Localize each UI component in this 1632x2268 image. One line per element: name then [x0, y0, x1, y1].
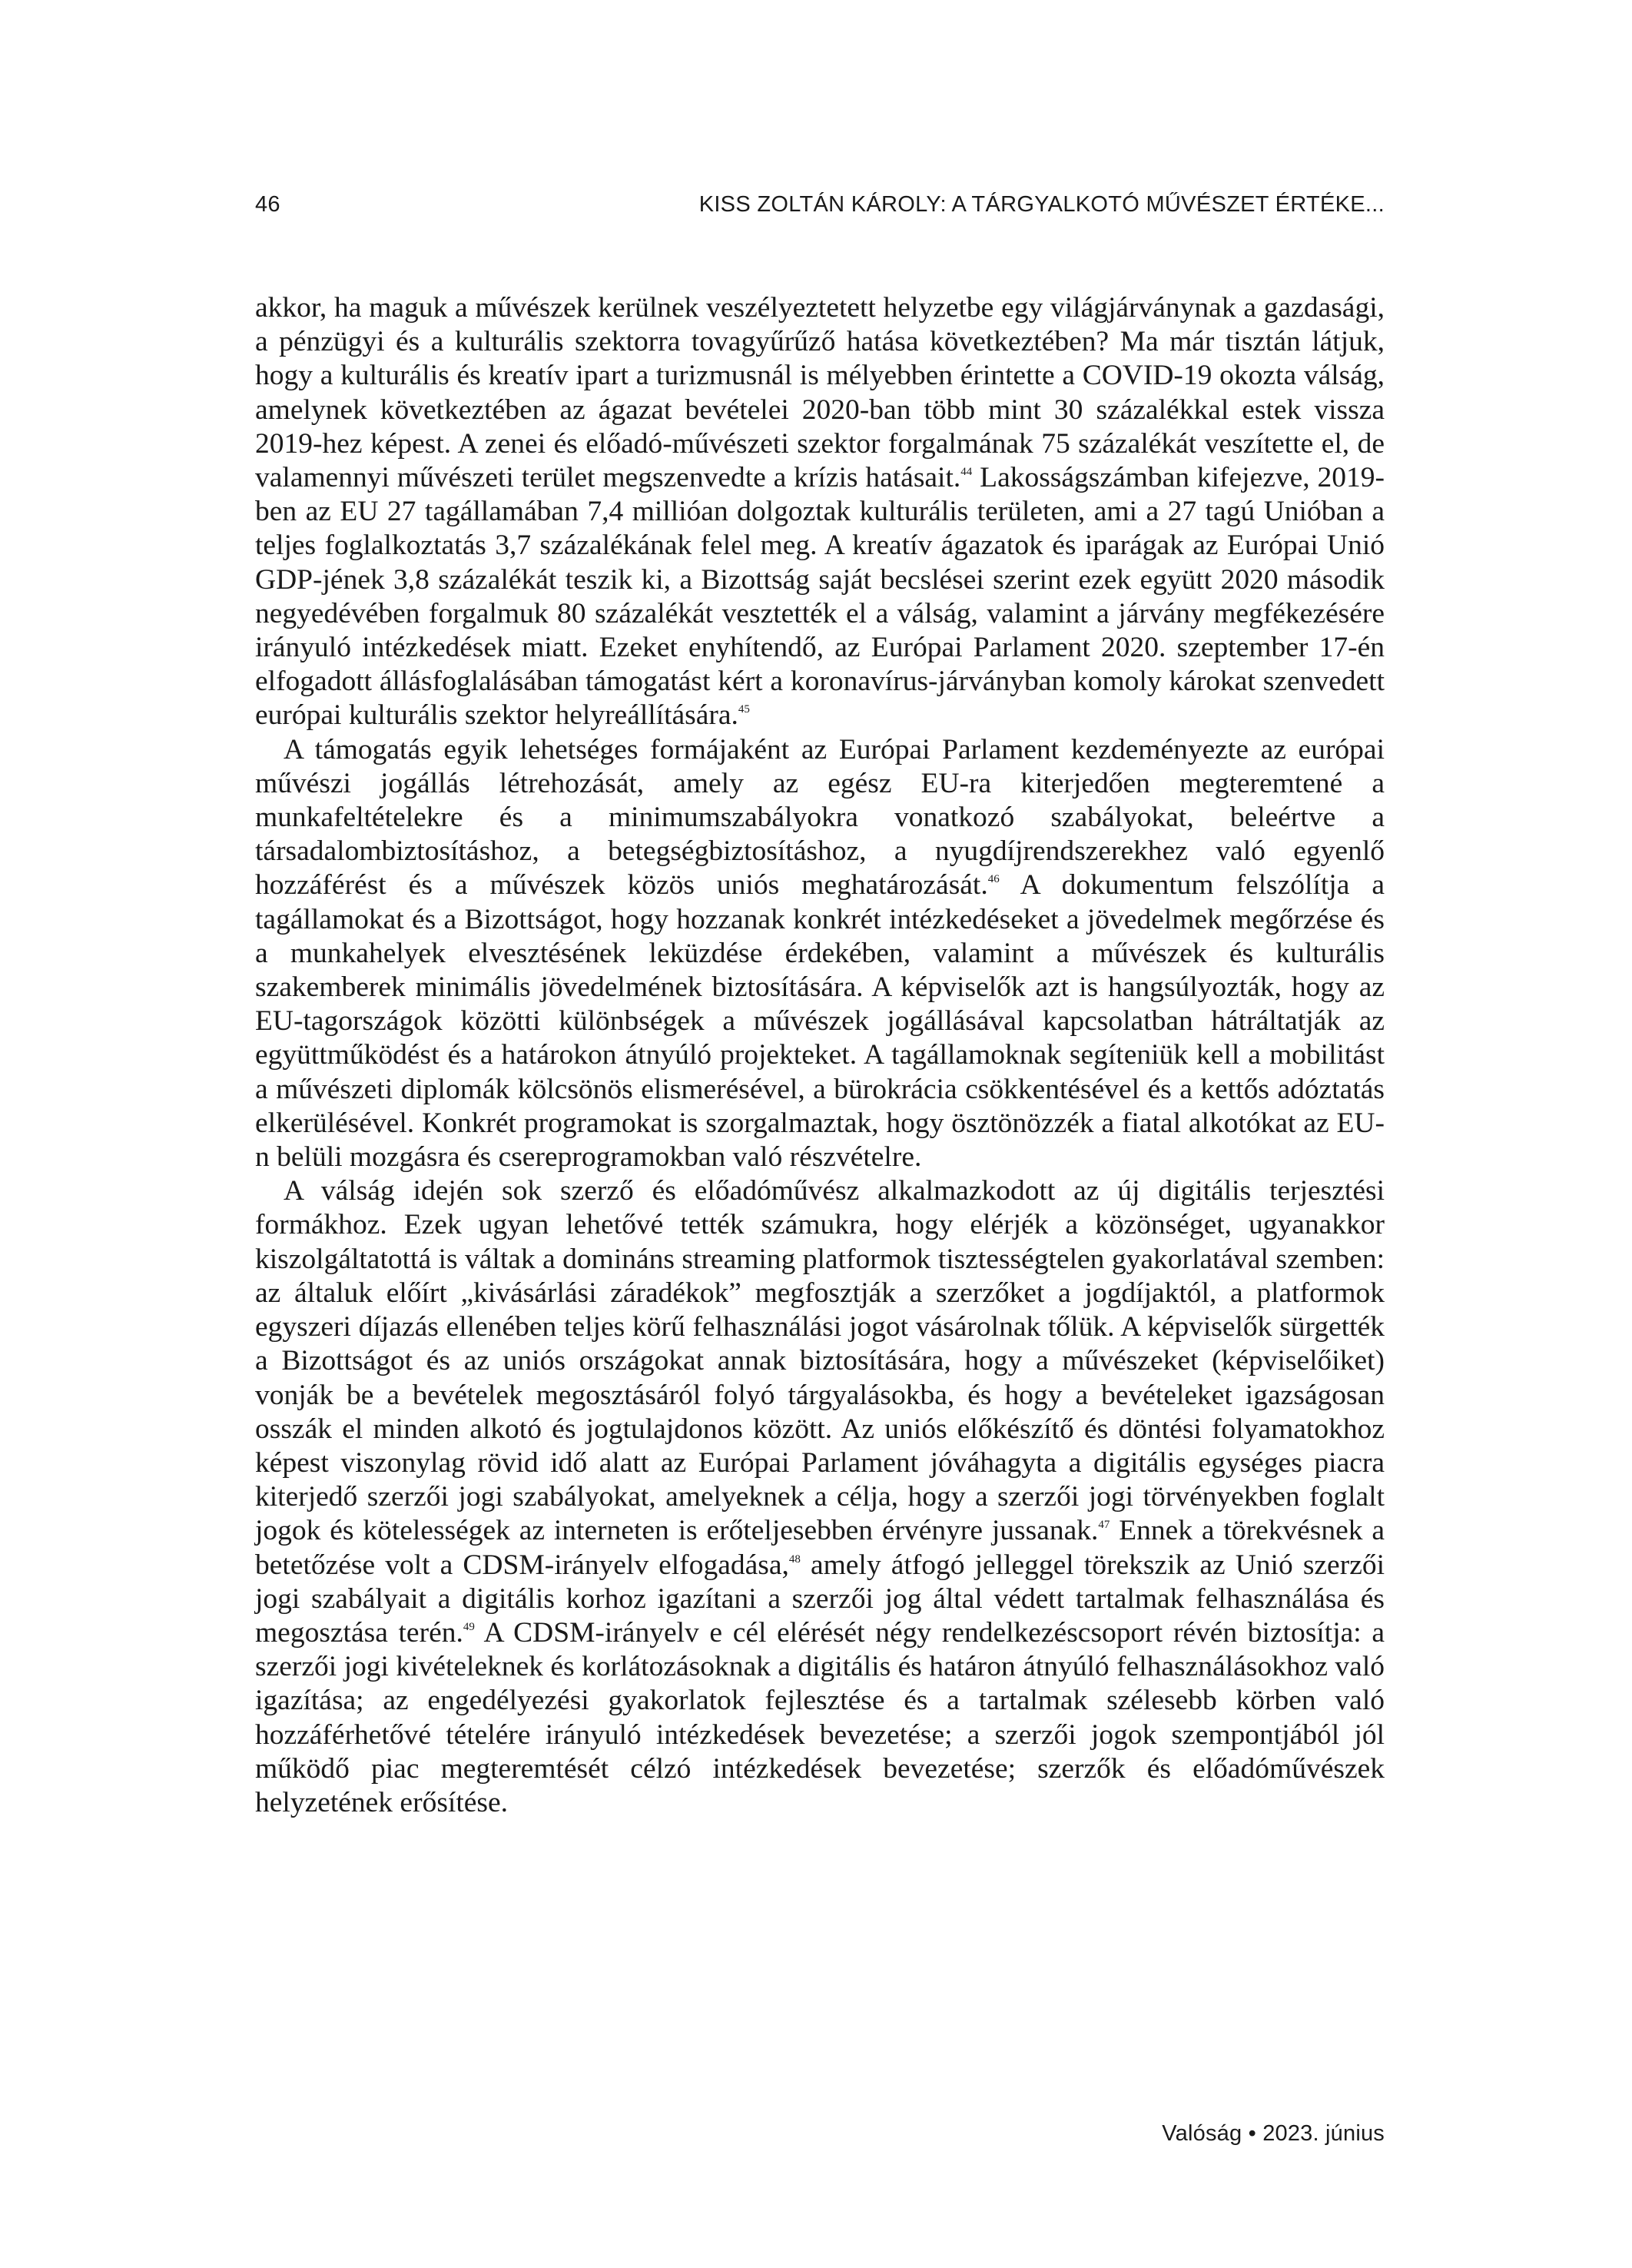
running-title: KISS ZOLTÁN KÁROLY: A TÁRGYALKOTÓ MŰVÉSZET ÉRTÉKE... — [698, 192, 1385, 217]
paragraph-1 — [255, 291, 1385, 733]
footnote-ref-48[interactable]: 48 — [788, 1552, 801, 1566]
paragraph-3-text-1: A válság idején sok szerző és előadóművész alkalmazkodott az új digitális terjesztési formákhoz. Ezek ugyan lehetővé tették számukra, hogy elérjék a közönséget, ugyanakkor kiszolgáltatottá is váltak a domináns streaming platformok tisztességtelen gyakorlatával szemben: az általuk előírt „kivásárlási záradékok” megfosztják a szerzőket a jogdíjaktól, a platformok egyszeri díjazás ellenében teljes körű felhasználási jogot vásárolnak tőlük. A képviselők sürgették a Bizottságot és az uniós országokat annak biztosítására, hogy a művészeket (képviselőiket) vonják be a bevételek megosztásáról folyó tárgyalásokba, és hogy a bevételeket igazságosan osszák el minden alkotó és jogtulajdonos között. Az uniós előkészítő és döntési folyamatokhoz képest viszonylag rövid idő alatt az Európai Parlament jóváhagyta a digitális egységes piacra kiterjedő szerzői jogi szabályokat, amelyeknek a célja, hogy a szerzői jogi törvényekben foglalt jogok és kötelességek az interneten is erőteljesebben érvényre jussanak. — [255, 1175, 1385, 1547]
page-header — [255, 188, 1385, 221]
paragraph-1-text-2: Lakosságszámban kifejezve, 2019-ben az EU 27 tagállamában 7,4 millióan dolgoztak kulturális területen, ami a 27 tagú Unióban a teljes foglalkoztatás 3,7 százalékának felel meg. A kreatív ágazatok és iparágak az Európai Unió GDP-jének 3,8 százalékát teszik ki, a Bizottság saját becslései szerint ezek együtt 2020 második negyedévében forgalmuk 80 százalékát vesztették el a válság, valamint a járvány megfékezésére irányuló intézkedések miatt. Ezeket enyhítendő, az Európai Parlament 2020. szeptember 17-én elfogadott állásfoglalásában támogatást kért a koronavírus-járványban komoly károkat szenvedett európai kulturális szektor helyreállítására. — [255, 462, 1385, 732]
footnote-ref-46[interactable]: 46 — [987, 873, 1000, 886]
paragraph-3-text-4: A CDSM-irányelv e cél elérését négy rendelkezéscsoport révén biztosítja: a szerzői jogi kivételeknek és korlátozásoknak a digitális és határon átnyúló felhasználásokhoz való igazítása; az engedélyezési gyakorlatok fejlesztése és a tartalmak szélesebb körben való hozzáférhetővé tételére irányuló intézkedések bevezetése; a szerzői jogok szempontjából jól működő piac megteremtését célzó intézkedések bevezetése; szerzők és előadóművészek helyzetének erősítése. — [255, 1616, 1385, 1818]
paragraph-3-text-3: amely átfogó jelleggel törekszik az Unió szerzői jogi szabályait a digitális korhoz igazítani a szerzői jog által védett tartalmak felhasználása és megosztása terén. — [255, 1549, 1385, 1649]
footnote-ref-45[interactable]: 45 — [738, 703, 750, 716]
footnote-ref-47[interactable]: 47 — [1098, 1519, 1110, 1532]
paragraph-2-text-1: A támogatás egyik lehetséges formájaként az Európai Parlament kezdeményezte az európai művészi jogállás létrehozását, amely az egész EU-ra kiterjedően megteremtené a munkafeltételekre és a minimumszabályokra vonatkozó szabályokat, beleértve a társadalombiztosításhoz, a betegségbiztosításhoz, a nyugdíjrendszerekhez való egyenlő hozzáférést és a művészek közös uniós meghatározását. — [255, 733, 1385, 902]
footnote-ref-49[interactable]: 49 — [463, 1620, 475, 1633]
page-number: 46 — [255, 192, 280, 217]
article-body — [255, 291, 1385, 1820]
footnote-ref-44[interactable]: 44 — [960, 466, 973, 479]
page-footer: Valóság • 2023. június — [1162, 2121, 1385, 2146]
paragraph-2 — [255, 733, 1385, 1175]
paragraph-2-text-2: A dokumentum felszólítja a tagállamokat és a Bizottságot, hogy hozzanak konkrét intézkedéseket a jövedelmek megőrzése és a munkahelyek elvesztésének leküzdése érdekében, valamint a művészek és kulturális szakemberek minimális jövedelmének biztosítására. A képviselők azt is hangsúlyozták, hogy az EU-tagországok közötti különbségek a művészek jogállásával kapcsolatban hátráltatják az együttműködést és a határokon átnyúló projekteket. A tagállamoknak segíteniük kell a mobilitást a művészeti diplomák kölcsönös elismerésével, a bürokrácia csökkentésével és a kettős adóztatás elkerülésével. Konkrét programokat is szorgalmaztak, hogy ösztönözzék a fiatal alkotókat az EU-n belüli mozgásra és csereprogramokban való részvételre. — [255, 869, 1385, 1174]
paragraph-3-text-2: Ennek a törekvésnek a betetőzése volt a CDSM-irányelv elfogadása, — [255, 1515, 1385, 1581]
paragraph-1-text-1: akkor, ha maguk a művészek kerülnek veszélyeztetett helyzetbe egy világjárványnak a gazdasági, a pénzügyi és a kulturális szektorra tovagyűrűző hatása következtében? Ma már tisztán látjuk, hogy a kulturális és kreatív ipart a turizmusnál is mélyebben érintette a COVID-19 okozta válság, amelynek következtében az ágazat bevételei 2020-ban több mint 30 százalékkal estek vissza 2019-hez képest. A zenei és előadó-művészeti szektor forgalmának 75 százalékát veszítette el, de valamennyi művészeti terület megszenvedte a krízis hatásait. — [255, 292, 1385, 494]
paragraph-3 — [255, 1174, 1385, 1820]
